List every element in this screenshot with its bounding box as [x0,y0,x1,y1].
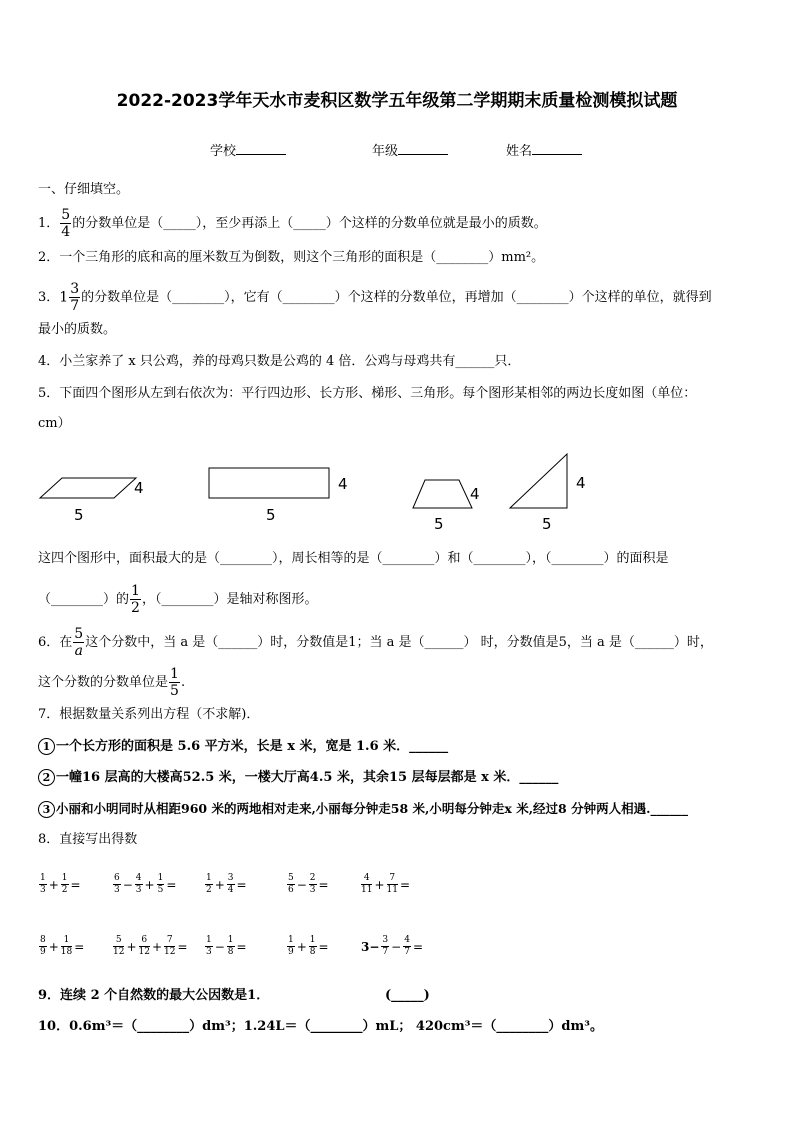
page-title: 2022-2023学年天水市麦积区数学五年级第二学期期末质量检测模拟试题 [116,91,678,111]
operator: − [214,939,225,954]
fraction: $\frac{5}{12}$ [113,935,125,957]
calc-expression [286,936,330,957]
fraction: $\frac{3}{7}$ [382,935,389,957]
fraction: $\frac{8}{9}$ [40,935,46,957]
question-7-item-1: 1 一个长方形的面积是 5.6 平方米，长是 x 米，宽是 1.6 米．______ [38,737,448,757]
operator: + [144,877,155,892]
question-8: 8．直接写出得数 [38,832,138,847]
operator: + [296,939,307,954]
q9-answer-blank[interactable]: (_____) [385,988,430,1003]
calc-expression [38,936,85,957]
fraction: $\frac{4}{11}$ [361,873,373,895]
question-10: 10．0.6m³＝（________）dm³；1.24L＝（________）mL； 420cm³＝（________）dm³。 [38,1019,603,1034]
q3-mixed-number: 1 $\frac{3}{7}$ [59,281,80,314]
fraction: $\frac{1}{5}$ [157,873,164,895]
triangle-height-label: 4 [576,474,586,492]
trapezoid-side-label: 4 [470,485,480,503]
circled-number-2: 2 [38,769,55,786]
half-fraction: $\frac{1}{2}$ [131,583,140,616]
question-5-part-2: （________）的 $\frac{1}{2}$ ，（________）是轴对称图形。 [38,583,318,616]
parallelogram-base-label: 5 [74,506,84,524]
rectangle-length-label: 5 [266,506,276,524]
fraction: $\frac{3}{4}$ [227,873,234,895]
fraction: $\frac{1}{3}$ [40,873,46,895]
operator: = [399,877,411,892]
question-5: 5．下面四个图形从左到右依次为：平行四边形、长方形、梯形、三角形。每个图形某相邻的两边长度如图（单位： [38,386,697,401]
school-blank[interactable] [236,154,286,155]
fraction: $\frac{7}{12}$ [164,935,176,957]
operator: = [177,939,188,954]
circled-number-3: 3 [38,801,55,818]
q6-unit-fraction: $\frac{1}{5}$ [170,666,179,699]
fraction: $\frac{1}{8}$ [227,935,234,957]
triangle-shape [510,454,567,508]
operator: − [122,877,133,892]
fraction: $\frac{5}{6}$ [288,873,294,895]
operator: 3− [361,939,380,954]
calc-expression [204,874,248,895]
grade-blank[interactable] [398,154,448,155]
fraction: $\frac{4}{3}$ [135,873,142,895]
question-5-part-1: 这四个图形中，面积最大的是（________），周长相等的是（________）和（________），（________）的面积是 [38,551,669,566]
operator: = [236,877,247,892]
operator: − [296,877,307,892]
grade-field [372,140,448,159]
operator: = [166,877,177,892]
question-4: 4．小兰家养了 x 只公鸡，养的母鸡只数是公鸡的 4 倍．公鸡与母鸡共有______只． [38,354,521,369]
question-7: 7．根据数量关系列出方程（不求解)． [38,707,260,722]
question-6: 6．在 $\frac{5}{a}$ 这个分数中，当 a 是（______）时，分数值是1；当 a 是（______） 时，分数值是5，当 a 是（______）时， [38,626,713,659]
fraction: $\frac{1}{2}$ [61,873,68,895]
operator: = [74,939,85,954]
operator: = [318,939,329,954]
operator: + [48,939,59,954]
question-2: 2．一个三角形的底和高的厘米数互为倒数，则这个三角形的面积是（________）mm²。 [38,250,545,265]
school-label: 学校 [210,144,237,159]
calc-expression [112,936,189,957]
rectangle-shape [209,468,329,498]
fraction: $\frac{1}{9}$ [288,935,294,957]
q1-fraction: $\frac{5}{4}$ [61,207,71,240]
question-9: 9．连续 2 个自然数的最大公因数是1． (_____) [38,986,269,1006]
fraction: $\frac{1}{8}$ [309,935,316,957]
q1-number: 1． [38,216,60,231]
operator: = [236,939,247,954]
q3-number: 3． [38,290,60,305]
calc-expression [360,874,411,895]
parallelogram-side-label: 4 [134,479,144,497]
triangle-base-label: 5 [542,515,552,533]
operator: + [151,939,163,954]
calc-expression [112,874,177,895]
operator: = [412,939,423,954]
q1-text: 的分数单位是（_____），至少再添上（_____）个这样的分数单位就是最小的质数。 [72,216,547,231]
operator: = [70,877,81,892]
section-heading: 一、仔细填空。 [38,182,130,197]
fraction: $\frac{7}{11}$ [386,873,398,895]
fraction: $\frac{1}{3}$ [206,935,212,957]
question-7-item-2: 2 一幢16 层高的大楼高52.5 米，一楼大厅高4.5 米，其余15 层每层都是 x 米．______ [38,768,558,788]
calc-expression [38,874,82,895]
fraction: $\frac{4}{7}$ [404,935,410,957]
school-field [210,140,286,159]
trapezoid-shape [413,480,472,508]
shapes-figure [0,440,794,550]
fraction: $\frac{6}{12}$ [138,935,150,957]
calc-expression [204,936,248,957]
rectangle-width-label: 4 [338,475,348,493]
calc-expression [360,936,424,957]
circled-number-1: 1 [38,738,55,755]
q3-text: 的分数单位是（________），它有（________）个这样的分数单位，再增加（________）个这样的单位，就得到 [81,290,712,305]
question-3-cont: 最小的质数。 [38,322,117,337]
fraction: $\frac{6}{3}$ [114,873,120,895]
trapezoid-base-label: 5 [434,515,444,533]
grade-label: 年级 [372,144,399,159]
operator: = [318,877,329,892]
operator: + [126,939,137,954]
fraction: $\frac{1}{2}$ [206,873,212,895]
calc-expression [286,874,330,895]
fraction: $\frac{1}{18}$ [60,935,73,957]
parallelogram-shape [40,478,136,498]
name-label: 姓名 [506,144,533,159]
operator: + [214,877,225,892]
operator: + [48,877,59,892]
operator: + [374,877,385,892]
q6-fraction: $\frac{5}{a}$ [74,626,84,659]
question-5-cont: cm） [38,416,71,431]
question-3 [38,282,712,313]
name-field [506,140,582,159]
question-6-cont: 这个分数的分数单位是 $\frac{1}{5}$ . [38,666,186,699]
question-1 [38,208,547,239]
operator: − [391,939,402,954]
name-blank[interactable] [532,154,582,155]
question-7-item-3: 3 小丽和小明同时从相距960 米的两地相对走来,小丽每分钟走58 米,小明每分钟走x 米,经过8 分钟两人相遇.______ [38,799,688,820]
fraction: $\frac{2}{3}$ [309,873,316,895]
